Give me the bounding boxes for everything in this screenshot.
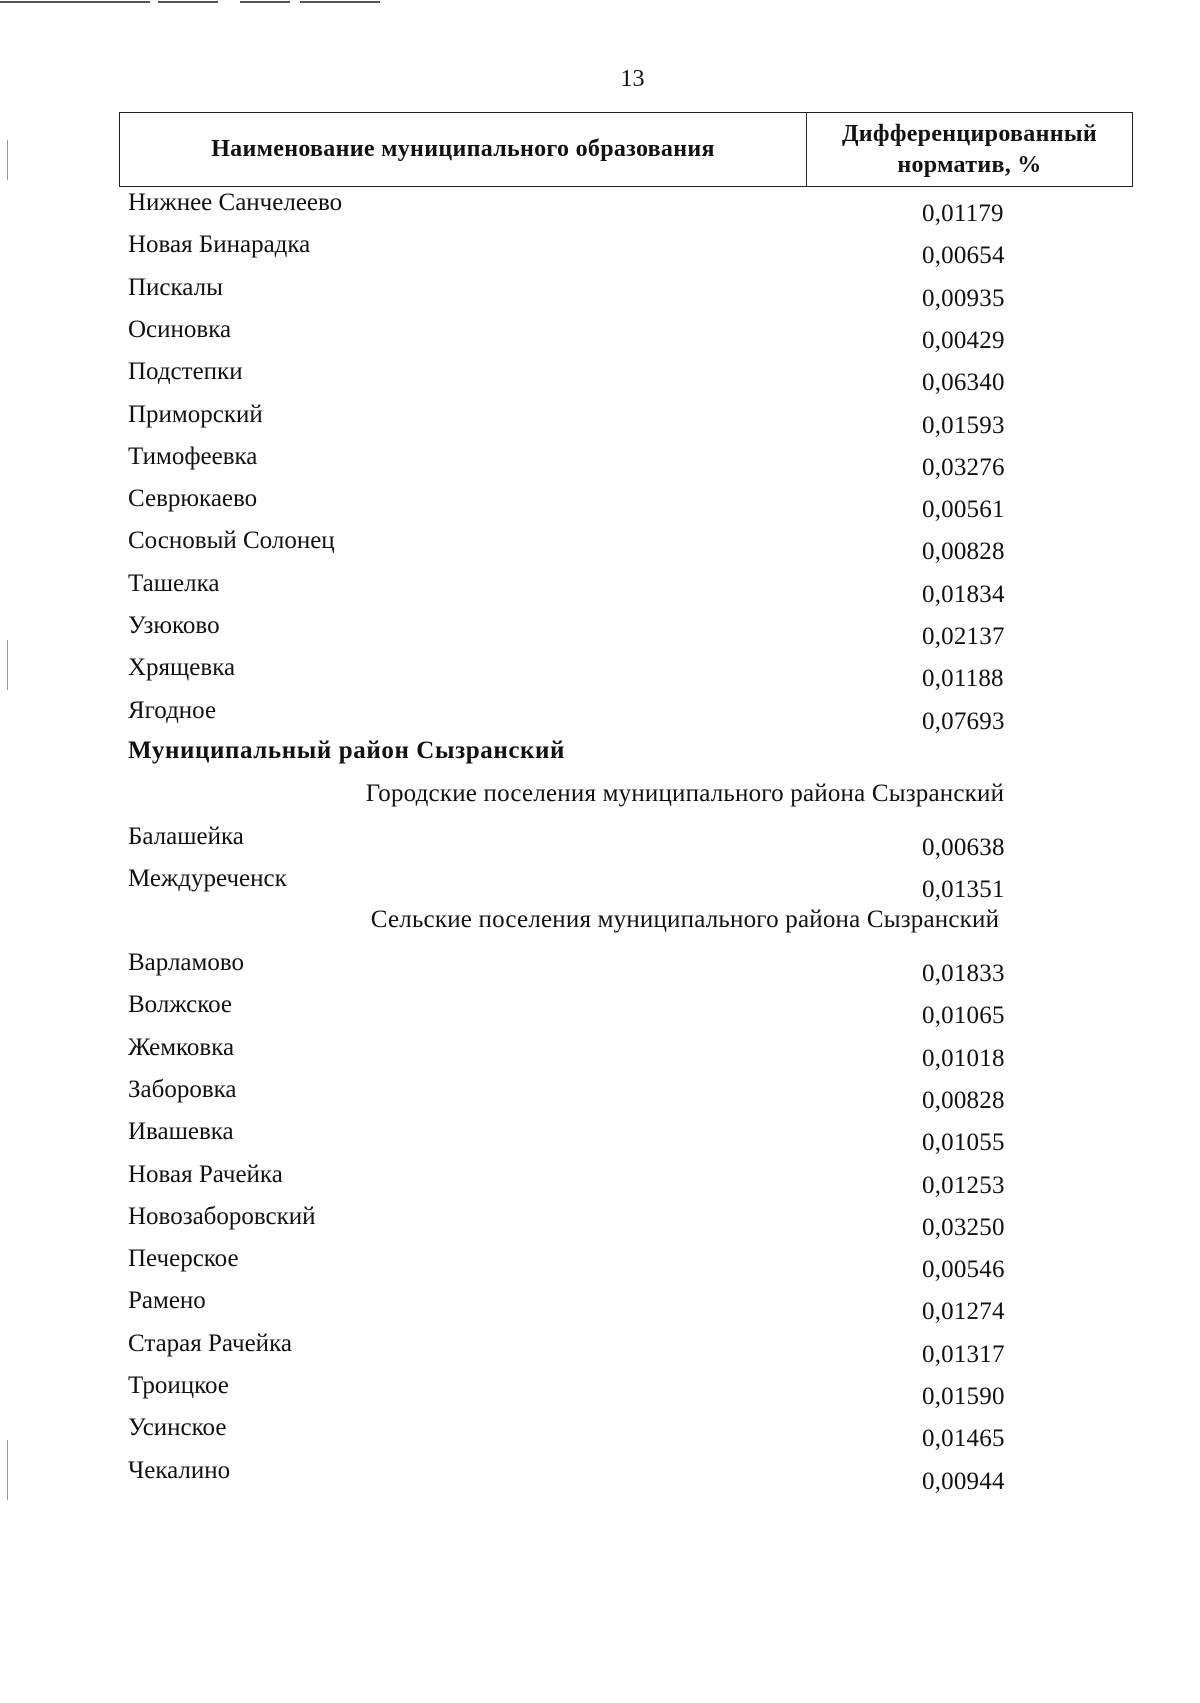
settlement-name: Узюково [128, 612, 220, 639]
value-column-header-line1: Дифференцированный [841, 120, 1098, 147]
table-row [0, 1372, 1200, 1412]
normative-value: 0,01833 [922, 960, 1005, 987]
rural-settlements-heading: Сельские поселения муниципального района Сызранский [370, 906, 1000, 933]
page-number: 13 [620, 66, 645, 92]
normative-value: 0,01055 [922, 1129, 1005, 1157]
urban-settlements-heading: Городские поселения муниципального района Сызранский [365, 780, 1005, 807]
settlement-name: Тимофеевка [128, 442, 258, 470]
name-column-header: Наименование муниципального образования [120, 113, 807, 187]
settlement-name: Ивашевка [128, 1118, 234, 1146]
settlement-name: Чекалино [128, 1456, 231, 1484]
table-row [0, 443, 1200, 483]
settlement-name: Подстепки [128, 358, 243, 386]
settlement-name: Усинское [128, 1414, 227, 1442]
normative-value: 0,03250 [922, 1213, 1005, 1241]
settlement-name: Рамено [128, 1287, 206, 1315]
settlement-name: Балашейка [128, 823, 244, 850]
settlement-name: Троицкое [128, 1372, 229, 1399]
normative-value: 0,00638 [922, 834, 1005, 861]
scan-edge-artifact [0, 0, 390, 4]
normative-value: 0,00944 [922, 1467, 1005, 1495]
normative-value: 0,00828 [922, 1086, 1005, 1114]
settlement-name: Волжское [128, 991, 233, 1019]
normative-value: 0,01317 [922, 1340, 1005, 1368]
table-row [0, 485, 1200, 525]
table-row [0, 358, 1200, 398]
settlement-name: Новая Рачейка [128, 1160, 283, 1188]
table-row [0, 189, 1200, 229]
table-row [0, 823, 1200, 863]
value-column-header [807, 113, 1133, 187]
table-header [119, 112, 1133, 187]
normative-value: 0,01351 [922, 876, 1005, 903]
table-row [0, 612, 1200, 652]
normative-value: 0,01274 [922, 1298, 1005, 1326]
normative-value: 0,02137 [922, 623, 1005, 650]
table-row [0, 865, 1200, 905]
normative-value: 0,00935 [922, 284, 1005, 312]
settlement-name: Севрюкаево [128, 485, 258, 513]
table-row [0, 1330, 1200, 1370]
table-row [0, 697, 1200, 737]
settlement-name: Сосновый Солонец [128, 527, 335, 555]
table-row [0, 654, 1200, 694]
normative-value: 0,01018 [922, 1044, 1005, 1072]
normative-value: 0,01834 [922, 580, 1005, 608]
table-row [0, 1287, 1200, 1327]
settlement-name: Пискалы [128, 273, 223, 301]
table-row [0, 401, 1200, 441]
table-row [0, 1457, 1200, 1497]
settlement-name: Хрящевка [128, 654, 236, 682]
settlement-name: Ташелка [128, 569, 220, 597]
normative-value: 0,01179 [922, 200, 1004, 227]
table-row [0, 991, 1200, 1031]
table-row [0, 570, 1200, 610]
table-row [0, 274, 1200, 314]
settlement-name: Осиновка [128, 315, 232, 343]
settlement-name: Новозаборовский [128, 1202, 316, 1230]
settlement-name: Междуреченск [128, 865, 287, 892]
settlement-name: Приморский [128, 400, 263, 428]
table-row [0, 1034, 1200, 1074]
settlement-name: Нижнее Санчелеево [128, 189, 343, 216]
settlement-name: Заборовка [128, 1075, 237, 1103]
table-row [0, 231, 1200, 271]
table-row [0, 316, 1200, 356]
normative-value: 0,01065 [922, 1002, 1005, 1030]
table-row [0, 1245, 1200, 1285]
normative-value: 0,01593 [922, 411, 1005, 439]
value-column-header-line2: норматив, % [897, 151, 1042, 178]
settlement-name: Новая Бинарадка [128, 231, 311, 259]
normative-value: 0,01188 [922, 665, 1004, 693]
normative-value: 0,01253 [922, 1171, 1005, 1199]
normative-value: 0,00828 [922, 538, 1005, 566]
district-heading: Муниципальный район Сызранский [128, 737, 566, 764]
table-row [0, 1076, 1200, 1116]
settlement-name: Варламово [128, 949, 244, 976]
settlement-name: Старая Рачейка [128, 1329, 292, 1357]
table-row [0, 1118, 1200, 1158]
table-row [0, 1414, 1200, 1454]
normative-value: 0,00561 [922, 496, 1005, 524]
table-row [0, 1161, 1200, 1201]
settlement-name: Жемковка [128, 1033, 235, 1061]
settlement-name: Ягодное [128, 696, 217, 724]
normative-value: 0,00429 [922, 326, 1005, 354]
table-row [0, 949, 1200, 989]
normative-value: 0,00654 [922, 242, 1005, 270]
normative-value: 0,03276 [922, 453, 1005, 481]
normative-value: 0,00546 [922, 1256, 1005, 1284]
table-row [0, 1203, 1200, 1243]
normative-value: 0,01465 [922, 1425, 1005, 1453]
normative-value: 0,07693 [922, 707, 1005, 735]
normative-value: 0,01590 [922, 1383, 1005, 1410]
settlement-name: Печерское [128, 1245, 239, 1273]
normative-value: 0,06340 [922, 369, 1005, 397]
table-row [0, 527, 1200, 567]
